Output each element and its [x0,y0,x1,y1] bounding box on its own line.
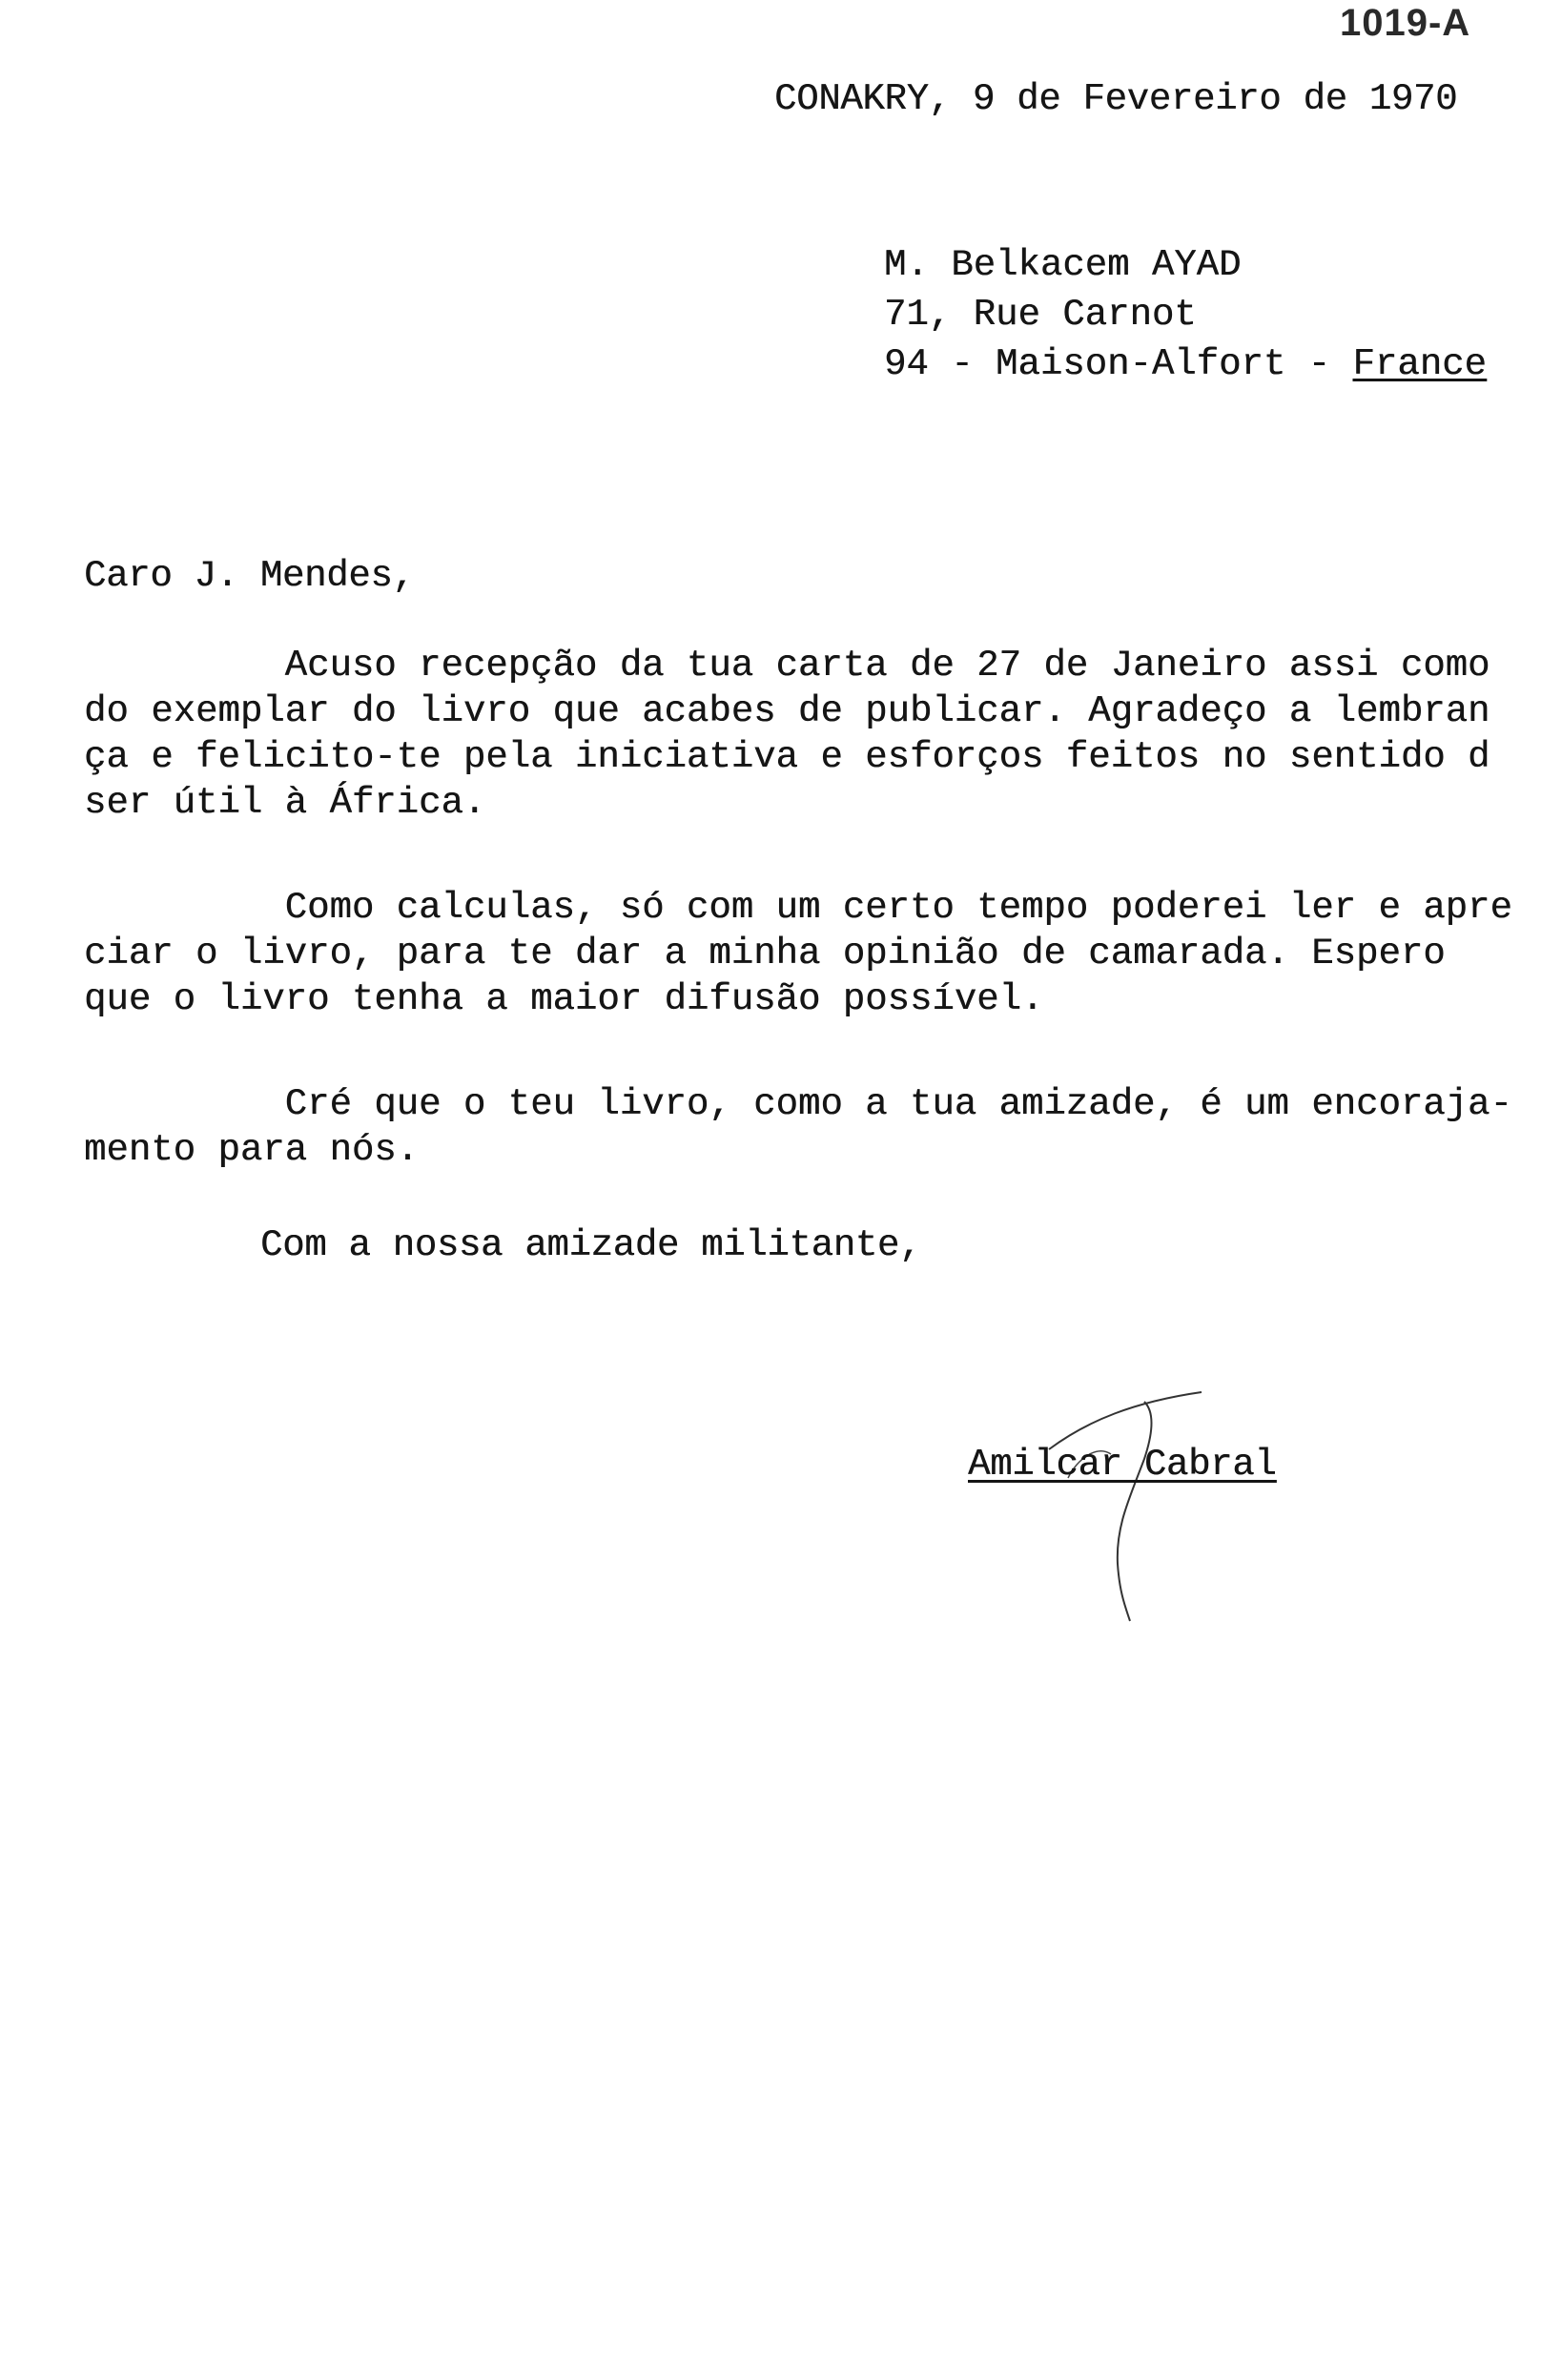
reference-stamp: 1019-A [1340,2,1471,44]
paragraph-line: que o livro tenha a maior difusão possível. [84,978,1044,1020]
handwritten-signature-icon [1011,1364,1268,1631]
signature-name: Amilcar Cabral [968,1444,1277,1486]
recipient-name: M. Belkacem AYAD [884,244,1242,286]
salutation: Caro J. Mendes, [84,555,415,597]
recipient-city: 94 - Maison-Alfort - [884,343,1353,385]
body-paragraph-1 [84,643,1490,826]
paragraph-line: Como calculas, só com um certo tempo poderei ler e apre [84,887,1512,929]
body-paragraph-2 [84,885,1512,1022]
paragraph-line: mento para nós. [84,1129,420,1171]
paragraph-line: ça e felicito-te pela iniciativa e esforços feitos no sentido d [84,736,1490,778]
recipient-country: France [1352,343,1487,385]
recipient-address [884,240,1487,389]
paragraph-line: Cré que o teu livro, como a tua amizade, é um encoraja- [84,1083,1512,1125]
date-line: CONAKRY, 9 de Fevereiro de 1970 [774,78,1458,120]
body-paragraph-3 [84,1081,1512,1173]
paragraph-line: Acuso recepção da tua carta de 27 de Janeiro assi como [84,645,1490,687]
recipient-city-line [884,339,1487,389]
recipient-street: 71, Rue Carnot [884,294,1197,336]
paragraph-line: do exemplar do livro que acabes de publicar. Agradeço a lembran [84,690,1490,732]
paragraph-line: ser útil à África. [84,782,486,824]
closing-line: Com a nossa amizade militante, [260,1224,922,1266]
paragraph-line: ciar o livro, para te dar a minha opinião de camarada. Espero [84,933,1446,975]
